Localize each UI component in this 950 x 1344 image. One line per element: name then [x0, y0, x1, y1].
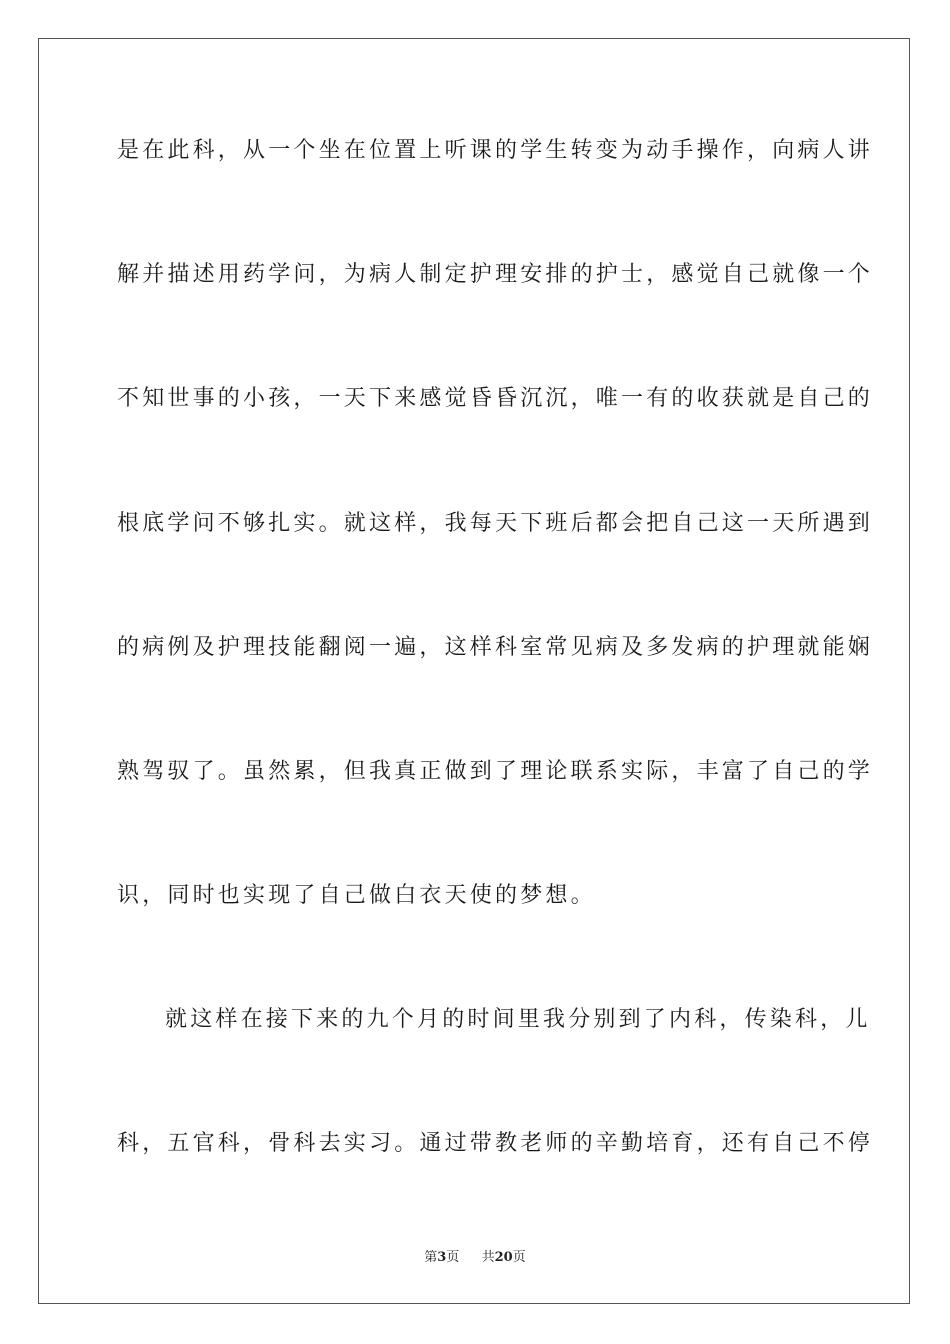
- body-text-line: 是在此科，从一个坐在位置上听课的学生转变为动手操作，向病人讲: [117, 138, 874, 163]
- total-prefix: 共: [481, 1250, 495, 1265]
- page-border: [38, 38, 910, 1304]
- total-suffix: 页: [512, 1250, 526, 1265]
- page-prefix: 第: [424, 1250, 438, 1265]
- page-footer: [0, 1246, 950, 1265]
- total-count: 20: [494, 1250, 513, 1265]
- page-total: [482, 1246, 526, 1265]
- paragraph-start-line: 就这样在接下来的九个月的时间里我分别到了内科，传染科，儿: [165, 1007, 871, 1032]
- page-number: [424, 1246, 459, 1265]
- body-text-line: 解并描述用药学问，为病人制定护理安排的护士，感觉自己就像一个: [117, 262, 874, 287]
- page-suffix: 页: [446, 1250, 460, 1265]
- body-text-line: 根底学问不够扎实。就这样，我每天下班后都会把自己这一天所遇到: [117, 511, 874, 536]
- body-text-line: 不知世事的小孩，一天下来感觉昏昏沉沉，唯一有的收获就是自己的: [117, 386, 874, 411]
- body-text-line: 识，同时也实现了自己做白衣天使的梦想。: [117, 883, 596, 908]
- page-current: 3: [437, 1250, 447, 1265]
- body-text-line: 熟驾驭了。虽然累，但我真正做到了理论联系实际，丰富了自己的学: [117, 759, 874, 784]
- body-text-line: 的病例及护理技能翻阅一遍，这样科室常见病及多发病的护理就能娴: [117, 635, 874, 660]
- body-text-line: 科，五官科，骨科去实习。通过带教老师的辛勤培育，还有自己不停: [117, 1131, 874, 1156]
